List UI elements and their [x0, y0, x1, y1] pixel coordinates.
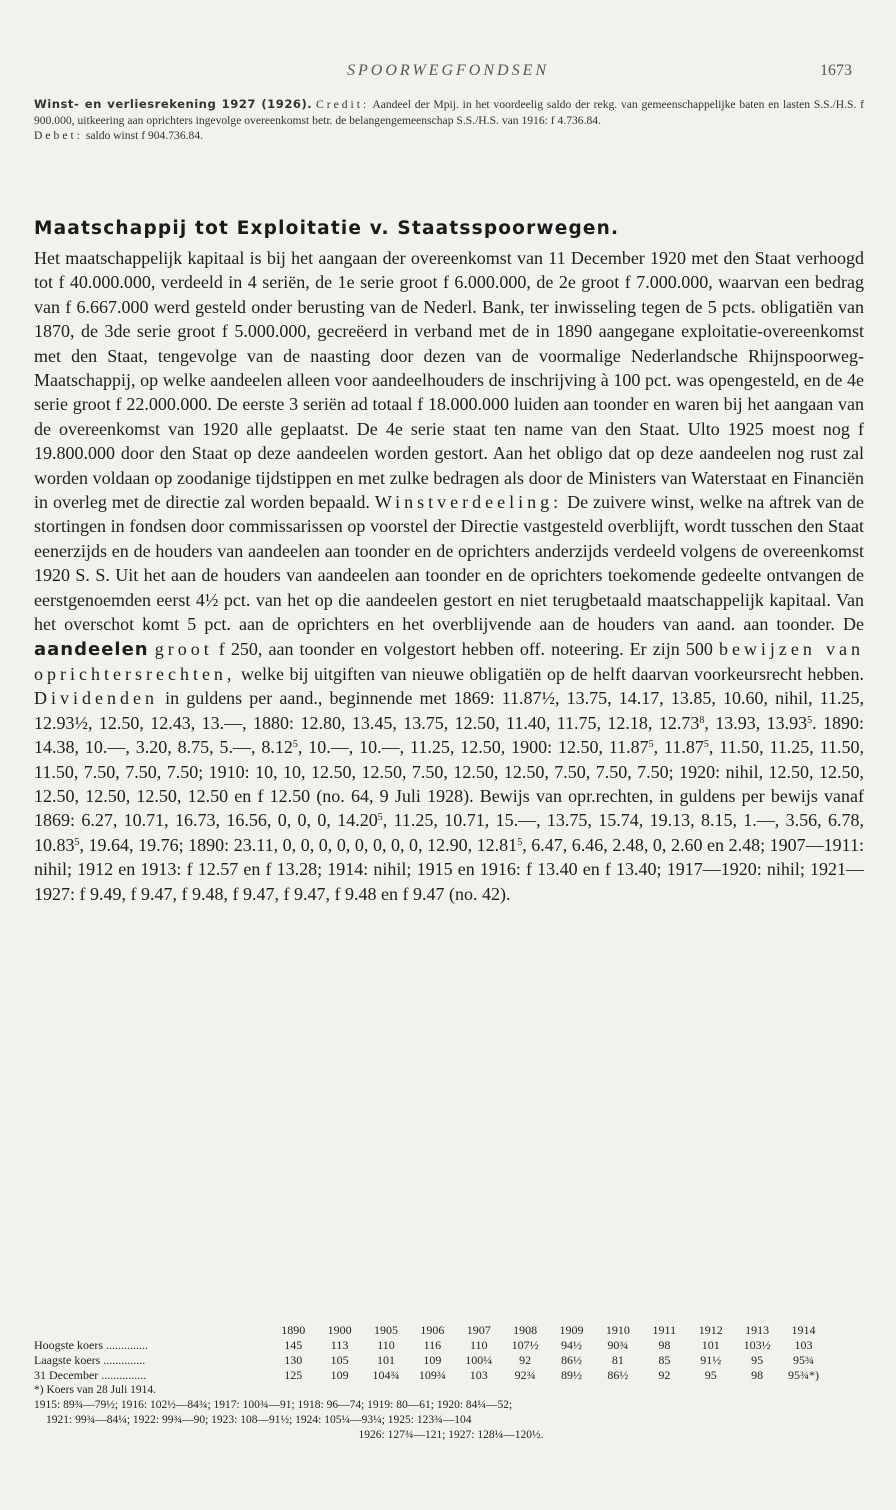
table-row [34, 1338, 827, 1353]
value-cell: 130 [284, 1353, 303, 1367]
dividend-text-6: , 11.50, 11.25, 11.50, 11.50, 7.50, 7.50, 7.50; 1910: 10, 10, 12.50, 12.50, 7.50, 12.50, 12.50, 7.50, 7.50, 7.50; 1920: nihil, 12.50, 12.50, 12.50, 12.50, 12.50, 12.50 en f 12.50 (no. 64, 9 Juli 1928). Bewijs van opr.rechten, in guldens per bewijs vanaf 1869: 6.27, 10.71, 16.73, 16.56, 0, 0, 0, 14.20 [34, 737, 865, 831]
dividend-text-1: in guldens per aand., beginnende met 1869: 11.87½, 13.75, 14.17, 13.85, 10.60, nihil, 11.25, 12.93½, 12.50, 12.43, 13.—, 1880: 12.80, 13.45, 13.75, 12.50, 11.40, 11.75, 12.18, 12.73 [34, 688, 864, 733]
debet-label: Debet: [34, 129, 83, 143]
year-cell: 1906 [420, 1323, 445, 1337]
value-cell: 103½ [743, 1338, 771, 1352]
value-cell: 95¾ [792, 1353, 814, 1367]
year-cell: 1905 [373, 1323, 398, 1337]
row-label: Hoogste koers .............. [34, 1338, 148, 1352]
table-row [34, 1368, 827, 1383]
dividend-text-5: , 11.87 [653, 737, 704, 758]
value-cell: 92 [658, 1368, 671, 1382]
footnote-mark: 5 [648, 739, 654, 751]
year-cell: 1912 [698, 1323, 723, 1337]
value-cell: 85 [658, 1353, 671, 1367]
dividend-text-4: , 10.—, 10.—, 11.25, 12.50, 1900: 12.50, 11.87 [297, 737, 649, 758]
value-cell: 95 [751, 1353, 764, 1367]
value-cell: 103 [469, 1368, 488, 1382]
price-ranges-line: 1926: 127¾—121; 1927: 128¼—120½. [358, 1429, 544, 1441]
year-cell: 1910 [605, 1323, 630, 1337]
debet-paragraph [34, 128, 864, 144]
price-ranges-line: 1921: 99¾—84¼; 1922: 99¾—90; 1923: 108—91½; 1924: 105¼—93¼; 1925: 123¾—104 [46, 1414, 472, 1426]
quotation-block [34, 1323, 868, 1443]
value-cell: 95¾*) [787, 1368, 819, 1382]
value-cell: 113 [330, 1338, 349, 1352]
value-cell: 95 [704, 1368, 717, 1382]
section-title: Maatschappij tot Exploitatie v. Staatsspoorwegen. [34, 218, 620, 239]
dividend-text-2: , 13.93, 13.93 [704, 712, 808, 733]
table-row [34, 1353, 827, 1368]
page-number: 1673 [820, 62, 852, 79]
value-cell: 109 [330, 1368, 349, 1382]
credit-text: Aandeel der Mpij. in het voordeelig saldo der rekg. van gemeenschappelijke baten en lasten S.S./H.S. f 900.000, uitkeering aan oprichters ingevolge overeenkomst betr. de belangengemeenschap S.S./H.S. van 1916: f 4.736.84. [34, 98, 865, 127]
value-cell: 91½ [700, 1353, 722, 1367]
value-cell: 125 [284, 1368, 303, 1382]
value-cell: 110 [377, 1338, 395, 1352]
footnote: *) Koers van 28 Juli 1914. [34, 1384, 157, 1396]
value-cell: 86½ [561, 1353, 583, 1367]
quotation-table [34, 1323, 827, 1383]
profit-loss-heading: Winst- en verliesrekening 1927 (1926). [34, 97, 313, 111]
value-cell: 107½ [511, 1338, 539, 1352]
value-cell: 109 [423, 1353, 442, 1367]
profit-loss-paragraph [34, 97, 864, 128]
quotation-notes [34, 1383, 868, 1443]
value-cell: 89½ [561, 1368, 583, 1382]
value-cell: 98 [658, 1338, 671, 1352]
value-cell: 90¾ [607, 1338, 629, 1352]
bewijzen-label: bewijzen van oprichtersrechten, [34, 638, 864, 684]
section-body [34, 246, 864, 906]
aandeelen-text: f 250, aan toonder en volgestort hebben off. noteering. Er zijn 500 [218, 638, 713, 659]
value-cell: 109¾ [418, 1368, 446, 1382]
value-cell: 101 [701, 1338, 720, 1352]
debet-text: saldo winst f 904.736.84. [85, 129, 204, 143]
dividend-text-3: . 1890: 14.38, 10.—, 3.20, 8.75, 5.—, 8.12 [34, 712, 864, 758]
aandeelen-label: aandeelen [34, 638, 149, 660]
previous-entry [34, 97, 864, 144]
capital-paragraph: Het maatschappelijk kapitaal is bij het aangaan der overeenkomst van 11 December 1920 met den Staat verhoogd tot f 40.000.000, verdeeld in 4 seriën, de 1e serie groot f 6.000.000, de 2e groot f 7.000.000, waarvan een bedrag van f 6.667.000 werd gesteld onder berusting van de Nederl. Bank, ter inwisseling tegen de 5 pcts. obligatiën van 1870, de 3de serie groot f 5.000.000, gecreëerd in verband met de in 1890 aangegane exploitatie-overeenkomst met den Staat, tengevolge van de naasting door dezen van de voormalige Nederlandsche Rhijnspoorweg-Maatschappij, op welke aandeelen alleen voor aandeelhouders de inschrijving à 100 pct. was opengesteld, en de 4e serie groot f 22.000.000. De eerste 3 seriën ad totaal f 18.000.000 luiden aan toonder en waren bij het aangaan van de overeenkomst van 1920 alle geplaatst. De 4e serie staat ten name van den Staat. Ulto 1925 moest nog f 19.800.000 door den Staat op deze aandeelen worden gestort. Aan het obligo dat op deze aandeelen nog rust zal worden voldaan op zoodanige tijdstippen en met zulke bedragen als door de Ministers van Waterstaat en Financiën in overleg met de directie zal worden bepaald. [34, 248, 864, 513]
year-cell: 1908 [513, 1323, 538, 1337]
row-label: Laagste koers .............. [34, 1353, 146, 1367]
winstverdeeling-text: De zuivere winst, welke na aftrek van de stortingen in fondsen door commissarissen op voorstel der Directie vastgesteld overblijft, wordt tusschen den Staat eenerzijds en de houders van aandeelen aan toonder en de oprichters anderzijds verdeeld volgens de overeenkomst 1920 S. S. Uit het aan de houders van aandeelen aan toonder en de oprichters toekomende gedeelte ontvangen de eerstgenoemden eerst 4½ pct. van het op die aandeelen gestort en niet terugbetaald maatschappelijk kapitaal. Van het overschot komt 5 pct. aan de oprichters en het overblijvende aan de houders van aand. aan toonder. De [34, 492, 865, 635]
value-cell: 92 [519, 1353, 532, 1367]
value-cell: 103 [794, 1338, 813, 1352]
value-cell: 105 [330, 1353, 349, 1367]
value-cell: 92¾ [514, 1368, 536, 1382]
value-cell: 81 [611, 1353, 624, 1367]
value-cell: 86½ [607, 1368, 629, 1382]
dividend-text-9: , 6.47, 6.46, 2.48, 0, 2.60 en 2.48; 1907—1911: nihil; 1912 en 1913: f 12.57 en f 13.28; 1914: nihil; 1915 en 1916: f 13.40 en f 13.40; 1917—1920: nihil; 1921—1927: f 9.49, f 9.47, f 9.48, f 9.47, f 9.47, f 9.48 en f 9.47 (no. 42). [34, 834, 864, 904]
year-cell: 1914 [791, 1323, 816, 1337]
year-cell: 1913 [745, 1323, 770, 1337]
dividenden-label: Dividenden [34, 688, 158, 709]
value-cell: 110 [469, 1338, 488, 1352]
year-cell: 1900 [327, 1323, 352, 1337]
row-label: 31 December ............... [34, 1368, 147, 1382]
winstverdeeling-label: Winstverdeeling: [374, 492, 563, 513]
groot-label: groot [154, 638, 213, 659]
footnote-mark: 5 [703, 739, 709, 751]
value-cell: 100¼ [465, 1353, 493, 1367]
year-cell: 1909 [559, 1323, 584, 1337]
value-cell: 116 [423, 1338, 442, 1352]
footnote-mark: 5 [807, 714, 813, 726]
dividend-text-8: , 19.64, 19.76; 1890: 23.11, 0, 0, 0, 0, 0, 0, 0, 0, 12.90, 12.81 [79, 834, 518, 855]
value-cell: 101 [376, 1353, 395, 1367]
footnote-mark: 5 [517, 836, 523, 848]
value-cell: 145 [284, 1338, 303, 1352]
year-cell: 1911 [652, 1323, 677, 1337]
value-cell: 98 [751, 1368, 764, 1382]
credit-label: Credit: [315, 98, 370, 111]
footnote-mark: 8 [699, 714, 705, 726]
dividend-text-7: , 11.25, 10.71, 15.—, 13.75, 15.74, 19.13, 8.15, 1.—, 3.56, 6.78, 10.83 [34, 810, 864, 855]
value-cell: 104¾ [372, 1368, 400, 1382]
footnote-mark: 5 [292, 739, 298, 751]
year-cell: 1907 [466, 1323, 491, 1337]
footnote-mark: 5 [377, 812, 383, 824]
footnote-mark: 5 [74, 836, 80, 848]
value-cell: 94½ [561, 1338, 583, 1352]
bewijzen-text: welke bij uitgiften van nieuwe obligatiën op de helft daarvan voorkeursrecht hebben. [240, 663, 865, 684]
year-cell: 1890 [281, 1323, 306, 1337]
price-ranges-line: 1915: 89¾—79½; 1916: 102½—84¾; 1917: 100¾—91; 1918: 96—74; 1919: 80—61; 1920: 84¼—52; [34, 1399, 513, 1411]
running-title: SPOORWEGFONDSEN [346, 62, 550, 79]
year-header-row [34, 1323, 827, 1338]
